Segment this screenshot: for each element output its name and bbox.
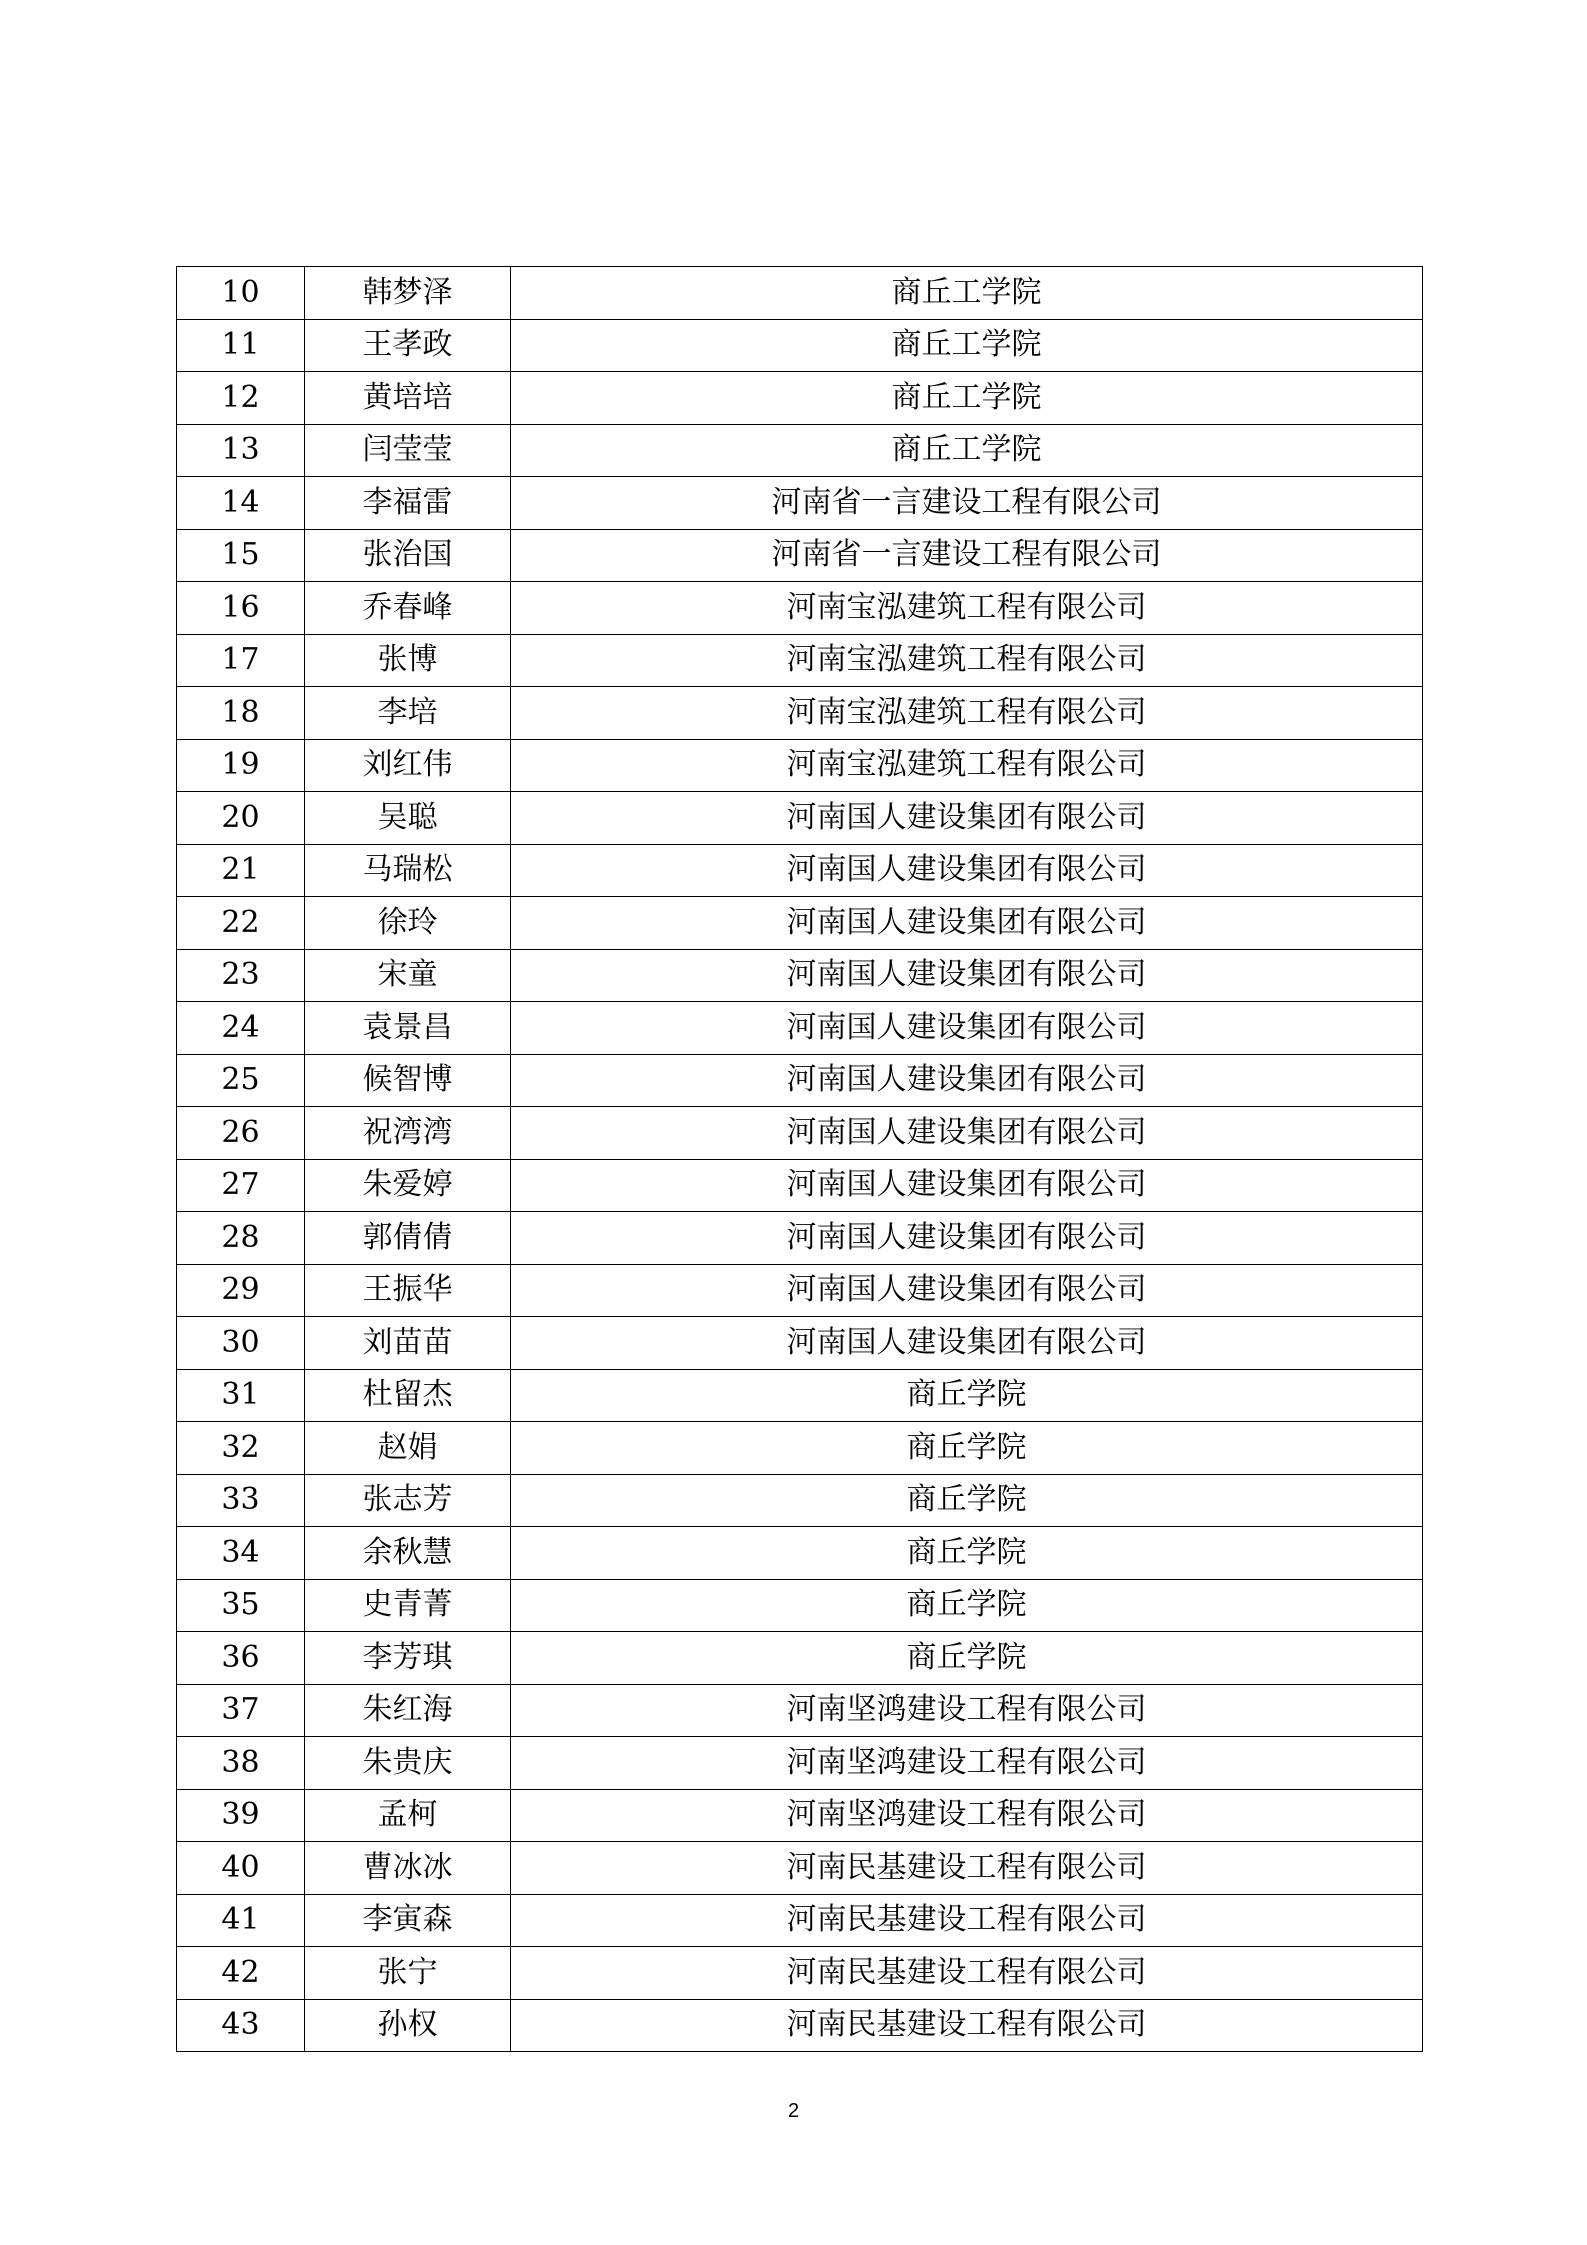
row-number-cell: 14 [177,477,305,530]
organization-cell: 河南省一言建设工程有限公司 [511,477,1423,530]
table-row [177,1474,1423,1527]
organization-cell: 商丘学院 [511,1579,1423,1632]
row-number-cell: 11 [177,319,305,372]
table-row [177,1894,1423,1947]
organization-cell: 河南宝泓建筑工程有限公司 [511,582,1423,635]
table-row [177,1527,1423,1580]
organization-cell: 商丘学院 [511,1369,1423,1422]
row-number-cell: 19 [177,739,305,792]
organization-cell: 河南国人建设集团有限公司 [511,844,1423,897]
organization-cell: 商丘工学院 [511,424,1423,477]
table-row [177,1159,1423,1212]
organization-cell: 河南宝泓建筑工程有限公司 [511,739,1423,792]
name-cell: 曹冰冰 [305,1842,511,1895]
row-number-cell: 25 [177,1054,305,1107]
organization-cell: 河南省一言建设工程有限公司 [511,529,1423,582]
name-cell: 候智博 [305,1054,511,1107]
row-number-cell: 22 [177,897,305,950]
organization-cell: 河南坚鸿建设工程有限公司 [511,1737,1423,1790]
row-number-cell: 38 [177,1737,305,1790]
table-row [177,844,1423,897]
row-number-cell: 40 [177,1842,305,1895]
row-number-cell: 20 [177,792,305,845]
row-number-cell: 42 [177,1947,305,2000]
row-number-cell: 12 [177,372,305,425]
table-row [177,1107,1423,1160]
organization-cell: 河南民基建设工程有限公司 [511,1842,1423,1895]
organization-cell: 河南国人建设集团有限公司 [511,949,1423,1002]
row-number-cell: 35 [177,1579,305,1632]
row-number-cell: 26 [177,1107,305,1160]
name-cell: 马瑞松 [305,844,511,897]
organization-cell: 商丘学院 [511,1527,1423,1580]
table-row [177,267,1423,320]
table-row [177,529,1423,582]
organization-cell: 商丘学院 [511,1422,1423,1475]
name-cell: 闫莹莹 [305,424,511,477]
organization-cell: 商丘学院 [511,1474,1423,1527]
roster-table [176,266,1423,2052]
row-number-cell: 34 [177,1527,305,1580]
name-cell: 张博 [305,634,511,687]
organization-cell: 河南宝泓建筑工程有限公司 [511,687,1423,740]
organization-cell: 河南国人建设集团有限公司 [511,897,1423,950]
name-cell: 赵娟 [305,1422,511,1475]
table-row [177,372,1423,425]
table-row [177,1054,1423,1107]
organization-cell: 商丘工学院 [511,267,1423,320]
row-number-cell: 27 [177,1159,305,1212]
row-number-cell: 18 [177,687,305,740]
row-number-cell: 21 [177,844,305,897]
table-row [177,1684,1423,1737]
table-row [177,1002,1423,1055]
name-cell: 郭倩倩 [305,1212,511,1265]
name-cell: 杜留杰 [305,1369,511,1422]
organization-cell: 河南坚鸿建设工程有限公司 [511,1789,1423,1842]
table-row [177,319,1423,372]
table-row [177,582,1423,635]
row-number-cell: 10 [177,267,305,320]
name-cell: 吴聪 [305,792,511,845]
table-row [177,687,1423,740]
table-row [177,739,1423,792]
name-cell: 黄培培 [305,372,511,425]
table-row [177,949,1423,1002]
row-number-cell: 16 [177,582,305,635]
table-row [177,477,1423,530]
name-cell: 祝湾湾 [305,1107,511,1160]
name-cell: 朱爱婷 [305,1159,511,1212]
table-row [177,897,1423,950]
name-cell: 韩梦泽 [305,267,511,320]
row-number-cell: 24 [177,1002,305,1055]
roster-table-body [177,267,1423,2052]
name-cell: 宋童 [305,949,511,1002]
table-row [177,792,1423,845]
name-cell: 李寅森 [305,1894,511,1947]
organization-cell: 商丘工学院 [511,319,1423,372]
organization-cell: 河南国人建设集团有限公司 [511,1107,1423,1160]
table-row [177,1264,1423,1317]
table-row [177,634,1423,687]
row-number-cell: 30 [177,1317,305,1370]
name-cell: 余秋慧 [305,1527,511,1580]
row-number-cell: 41 [177,1894,305,1947]
name-cell: 孙权 [305,1999,511,2052]
organization-cell: 商丘学院 [511,1632,1423,1685]
row-number-cell: 13 [177,424,305,477]
row-number-cell: 31 [177,1369,305,1422]
name-cell: 袁景昌 [305,1002,511,1055]
table-row [177,424,1423,477]
name-cell: 李芳琪 [305,1632,511,1685]
organization-cell: 河南民基建设工程有限公司 [511,1947,1423,2000]
organization-cell: 河南宝泓建筑工程有限公司 [511,634,1423,687]
name-cell: 史青菁 [305,1579,511,1632]
name-cell: 张宁 [305,1947,511,2000]
page-number: 2 [787,2100,800,2122]
row-number-cell: 32 [177,1422,305,1475]
name-cell: 乔春峰 [305,582,511,635]
table-row [177,1842,1423,1895]
organization-cell: 河南国人建设集团有限公司 [511,1002,1423,1055]
table-row [177,1999,1423,2052]
row-number-cell: 28 [177,1212,305,1265]
organization-cell: 河南民基建设工程有限公司 [511,1999,1423,2052]
row-number-cell: 17 [177,634,305,687]
organization-cell: 河南国人建设集团有限公司 [511,1212,1423,1265]
name-cell: 朱贵庆 [305,1737,511,1790]
name-cell: 张志芳 [305,1474,511,1527]
table-row [177,1947,1423,2000]
table-row [177,1789,1423,1842]
name-cell: 刘红伟 [305,739,511,792]
name-cell: 徐玲 [305,897,511,950]
row-number-cell: 37 [177,1684,305,1737]
name-cell: 李福雷 [305,477,511,530]
row-number-cell: 23 [177,949,305,1002]
name-cell: 刘苗苗 [305,1317,511,1370]
organization-cell: 河南国人建设集团有限公司 [511,1317,1423,1370]
organization-cell: 河南国人建设集团有限公司 [511,1159,1423,1212]
name-cell: 王振华 [305,1264,511,1317]
organization-cell: 河南民基建设工程有限公司 [511,1894,1423,1947]
table-row [177,1632,1423,1685]
organization-cell: 商丘工学院 [511,372,1423,425]
table-row [177,1579,1423,1632]
row-number-cell: 33 [177,1474,305,1527]
name-cell: 朱红海 [305,1684,511,1737]
table-row [177,1737,1423,1790]
organization-cell: 河南国人建设集团有限公司 [511,792,1423,845]
table-row [177,1422,1423,1475]
row-number-cell: 36 [177,1632,305,1685]
name-cell: 张治国 [305,529,511,582]
organization-cell: 河南国人建设集团有限公司 [511,1054,1423,1107]
table-row [177,1317,1423,1370]
row-number-cell: 39 [177,1789,305,1842]
table-row [177,1212,1423,1265]
table-row [177,1369,1423,1422]
name-cell: 孟柯 [305,1789,511,1842]
row-number-cell: 43 [177,1999,305,2052]
name-cell: 李培 [305,687,511,740]
organization-cell: 河南国人建设集团有限公司 [511,1264,1423,1317]
row-number-cell: 15 [177,529,305,582]
row-number-cell: 29 [177,1264,305,1317]
organization-cell: 河南坚鸿建设工程有限公司 [511,1684,1423,1737]
name-cell: 王孝政 [305,319,511,372]
